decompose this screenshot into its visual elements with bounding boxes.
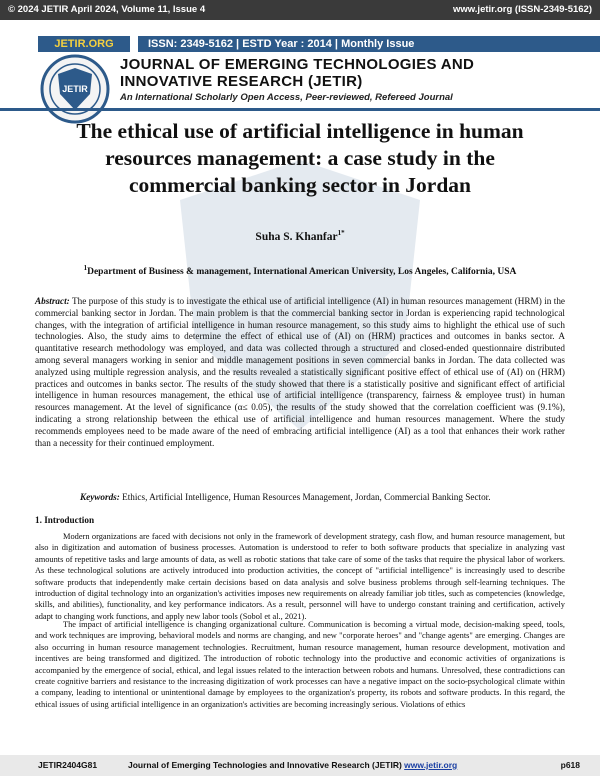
affiliation-line	[0, 264, 600, 277]
keywords-label: Keywords:	[80, 492, 120, 502]
journal-subtitle: An International Scholarly Open Access, Peer-reviewed, Refereed Journal	[120, 92, 453, 103]
footer-page-number: p618	[560, 760, 580, 770]
header-divider	[0, 108, 600, 111]
issn-banner: ISSN: 2349-5162 | ESTD Year : 2014 | Monthly Issue	[138, 36, 600, 52]
logo-text: JETIR	[62, 84, 88, 94]
footer-url-link[interactable]: www.jetir.org	[404, 760, 458, 770]
abstract-label: Abstract:	[35, 296, 70, 306]
affiliation: Department of Business & management, International American University, Los Angeles, California, USA	[87, 267, 517, 278]
header-copyright: © 2024 JETIR April 2024, Volume 11, Issue 4	[8, 4, 206, 15]
author-name: Suha S. Khanfar	[255, 230, 338, 243]
abstract	[35, 296, 565, 449]
abstract-text: The purpose of this study is to investigate the ethical use of artificial intelligence (AI) in human resources management (HRM) in the commercial banking sector in Jordan. The main problem is that the commercial banking sector in Jordan is experiencing rapid technological changes, with the integration of artificial intelligence in human resource management, so this study aims to highlight the ethical use of such technologies. Also, the study aims to determine the effect of ethical use of (AI) on (HRM) practices and outcomes in banks sector. A quantitative research methodology was employed, and data was collected through a structured and closed-ended questionnaire distributed among several managers working in senior and middle management positions in seven commercial banks in Jordan. The data collected was analyzed using multiple regression analysis, and the results revealed a statistically significant positive effect of ethical use of (AI) on (HRM) practices and outcomes in banks sector. The results of the study showed that there is a statistically positive and significant effect of artificial intelligence in human resources management, the ethical use of artificial intelligence (transparency, fairness & employee trust) in human resources management. At the level of significance (α≤ 0.05), the results of the study showed that the correlation coefficient was (9.1%), indicating a strong relationship between the ethical use of artificial intelligence and human resources management. Where the study recommends employees need to be made aware of the need of embracing artificial intelligence (AI) as a tool that enhances their work rather than a necessity for their continued employment.	[35, 296, 565, 448]
paper-title: The ethical use of artificial intelligence in human resources management: a case study in the commercial banking sector in Jordan	[76, 119, 524, 197]
keywords	[80, 492, 600, 502]
author-line	[0, 229, 600, 243]
journal-title	[120, 56, 474, 90]
intro-paragraph-2: The impact of artificial intelligence is changing organizational culture. Communication is becoming a virtual mode, decision-making speed, tools, and work techniques are improving, behavioral models and norms are changing, and new "corporate heroes" and "change agents" are emerging. Changes are also occurring in human resource management technologies. Recruitment, human resource management, human resource development, motivation and incentives are being transformed and digitized. The introduction of robotic technology into the productive and economic activities of organizations is accompanied by the emergence of social, ethical, and legal issues related to the interaction between robots and humans. Unresolved, these contradictions can create cognitive barriers and resistance to the increasing digitization of work processes can have a negative impact on the socio-psychological climate within a company, leading to intentional or unintentional damage by employees to the organization's property, its robots and software products. In this regard, the ethical issues of using artificial intelligence in an organization's activities are becoming increasingly serious. Violations of ethics	[35, 620, 565, 709]
running-header	[0, 0, 600, 20]
affiliation-superscript: 1	[83, 264, 88, 272]
running-footer	[0, 755, 600, 776]
intro-paragraph-1: Modern organizations are faced with decisions not only in the framework of development strategy, cash flow, and human resource management, but also in digitization and automation of business processes. Automation is understood to refer to both software products that specialize in analyzing vast amounts of repetitive tasks and large amounts of data, as well as robotic stations that take care of some of the tasks that require the physical labor of workers. As these technological solutions are actively introduced into production activities, the concept of "artificial intelligence" is increasingly used to describe software products that independently make certain decisions based on data analysis and solve business problems through self-learning techniques. The introduction of digital technology into an organization's activities imposes new requirements on already familiar job titles, such as competencies (knowledge, skills, and abilities), functionality, and key performance indicators. As a result, personnel will have to undergo constant training and certification, actively adapt to changing work functions, and apply new labor tools (Sobol et al., 2021).	[35, 532, 565, 621]
author-superscript: 1*	[337, 229, 345, 237]
section-heading-introduction: 1. Introduction	[35, 515, 95, 525]
footer-journal	[128, 760, 457, 770]
footer-journal-name: Journal of Emerging Technologies and Innovative Research (JETIR)	[128, 760, 402, 770]
journal-title-line-1: JOURNAL OF EMERGING TECHNOLOGIES AND	[120, 56, 475, 73]
header-website: www.jetir.org (ISSN-2349-5162)	[452, 4, 592, 15]
jetir-logo-icon	[40, 54, 110, 124]
keywords-text: Ethics, Artificial Intelligence, Human Resources Management, Jordan, Commercial Banking Sector.	[122, 492, 491, 502]
footer-paper-id: JETIR2404G81	[38, 760, 98, 770]
journal-title-line-2: INNOVATIVE RESEARCH (JETIR)	[120, 73, 363, 90]
journal-brand: JETIR.ORG	[38, 36, 130, 52]
